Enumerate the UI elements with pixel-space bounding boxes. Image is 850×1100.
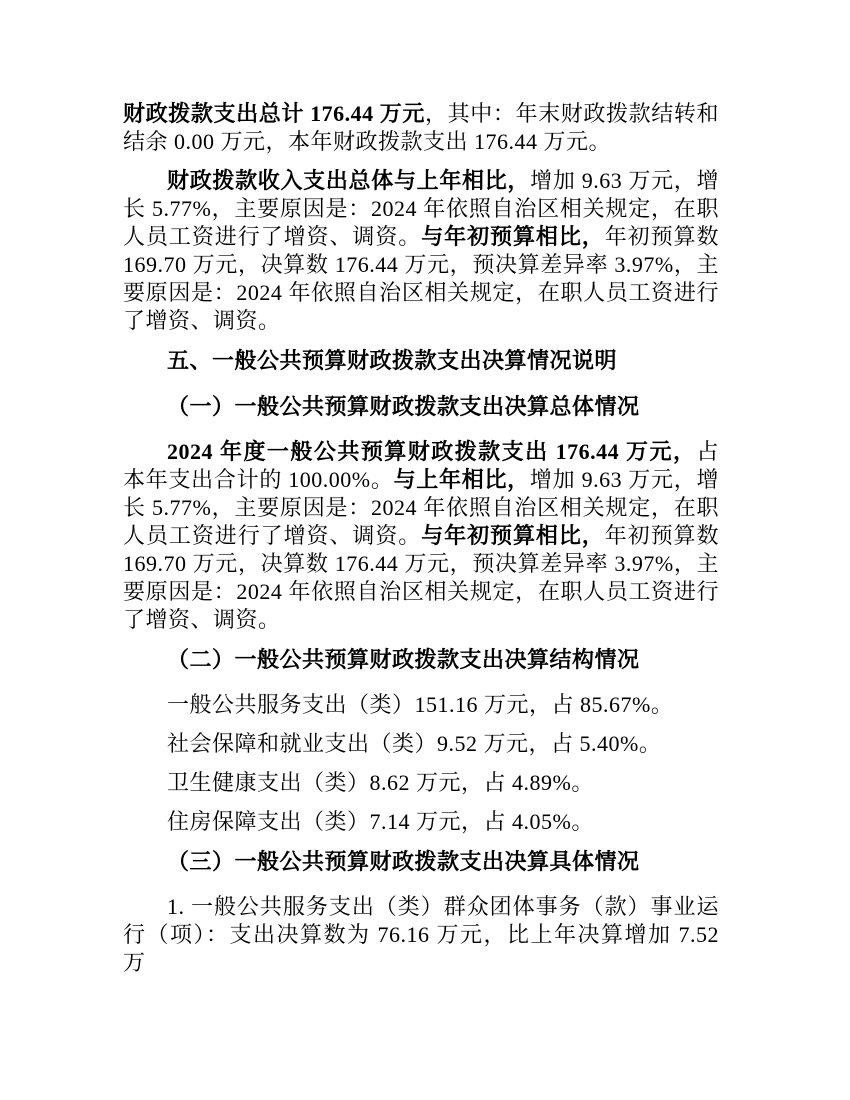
text-run-bold: 2024 年度一般公共预算财政拨款支出 176.44 万元， [167, 439, 697, 464]
para-housing-security [123, 808, 719, 836]
text-run: 一般公共服务支出（类）151.16 万元，占 85.67%。 [167, 692, 674, 717]
text-run: 占本年支出合计的 100.00%。 [123, 439, 719, 492]
text-run: 社会保障和就业支出（类）9.52 万元，占 5.40%。 [167, 731, 662, 756]
para-fiscal-expenditure-total [123, 100, 719, 156]
para-social-security-employment [123, 730, 719, 758]
para-yoy-comparison [123, 167, 719, 335]
heading-text: （二）一般公共预算财政拨款支出决算结构情况 [167, 647, 640, 672]
text-run-bold: 与年初预算相比， [421, 523, 605, 548]
para-general-public-services [123, 691, 719, 719]
text-run-bold: 与年初预算相比， [421, 224, 605, 249]
heading-sub-three [123, 847, 719, 877]
text-run: 卫生健康支出（类）8.62 万元，占 4.89%。 [167, 770, 594, 795]
text-run: 增加 9.63 万元，增长 5.77%，主要原因是：2024 年依照自治区相关规定，在职人员工资进行了增资、调资。 [123, 168, 719, 249]
heading-sub-one [123, 392, 719, 422]
text-run: 增加 9.63 万元，增长 5.77%，主要原因是：2024 年依照自治区相关规定，在职人员工资进行了增资、调资。 [123, 467, 719, 548]
text-run-bold: 与上年相比， [393, 467, 530, 492]
heading-text: （三）一般公共预算财政拨款支出决算具体情况 [167, 849, 640, 874]
heading-text: 五、一般公共预算财政拨款支出决算情况说明 [167, 348, 618, 373]
para-overall-situation [123, 438, 719, 634]
text-run: 1. 一般公共服务支出（类）群众团体事务（款）事业运行（项）：支出决算数为 76.16 万元，比上年决算增加 7.52 万 [123, 894, 719, 975]
heading-section-five [123, 346, 719, 376]
heading-sub-two [123, 645, 719, 675]
text-run: 年初预算数 169.70 万元，决算数 176.44 万元，预决算差异率 3.97%，主要原因是：2024 年依照自治区相关规定，在职人员工资进行了增资、调资。 [123, 523, 719, 632]
heading-text: （一）一般公共预算财政拨款支出决算总体情况 [167, 394, 640, 419]
page-content [123, 100, 719, 988]
text-run: 住房保障支出（类）7.14 万元，占 4.05%。 [167, 809, 594, 834]
text-run-bold: 财政拨款支出总计 176.44 万元 [123, 101, 425, 126]
para-health [123, 769, 719, 797]
text-run: ，其中：年末财政拨款结转和结余 0.00 万元，本年财政拨款支出 176.44 万元。 [123, 101, 719, 154]
text-run-bold: 财政拨款收入支出总体与上年相比， [167, 168, 531, 193]
text-run: 年初预算数 169.70 万元，决算数 176.44 万元，预决算差异率 3.97%，主要原因是：2024 年依照自治区相关规定，在职人员工资进行了增资、调资。 [123, 224, 719, 333]
para-detail-item-1 [123, 893, 719, 977]
